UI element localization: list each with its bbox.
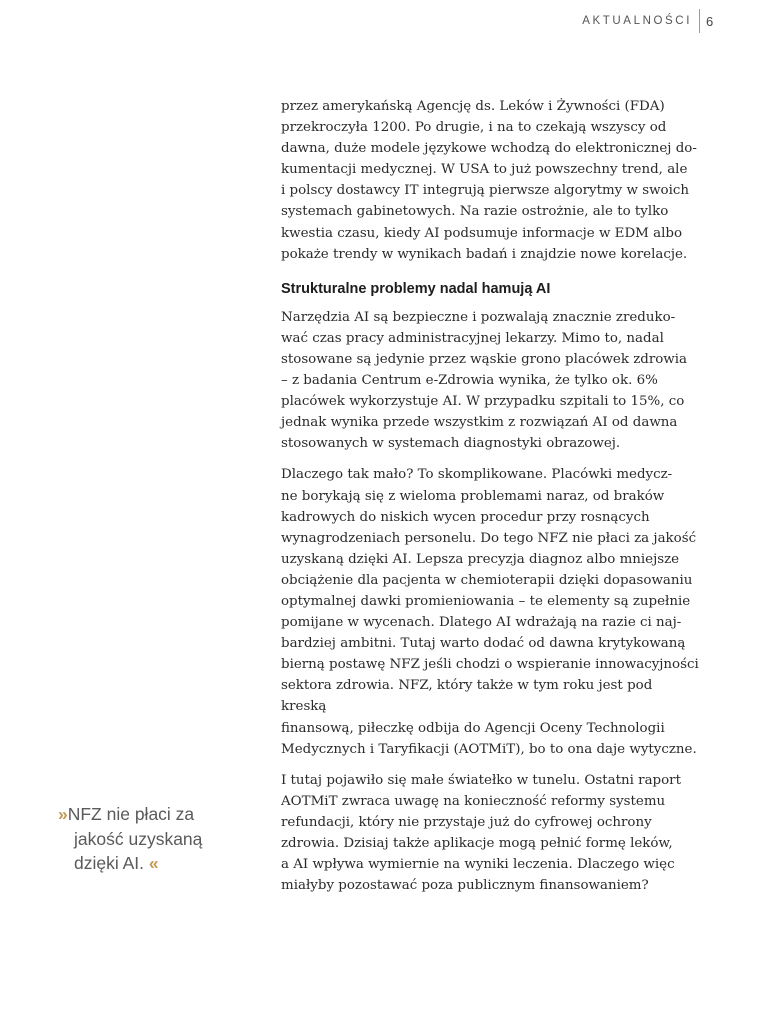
- open-quote-mark: »: [58, 804, 68, 824]
- article-paragraph-1: przez amerykańską Agencję ds. Leków i Żywności (FDA) przekroczyła 1200. Po drugie, i na to czekają wszyscy od dawna, duże modele językowe wchodzą do elektronicznej do- kumentacji medycznej. W USA to już powszechny trend, ale i polscy dostawcy IT integrują pierwsze algorytmy w swoich systemach gabinetowych. Na razie ostrożnie, ale to tylko kwestia czasu, kiedy AI podsumuje informacje w EDM albo pokaże trendy w wynikach badań i znajdzie nowe korelacje.: [281, 99, 697, 262]
- article-paragraph-4: I tutaj pojawiło się małe światełko w tunelu. Ostatni raport AOTMiT zwraca uwagę na konieczność reformy systemu refundacji, który nie przystaje już do cyfrowej ochrony zdrowia. Dzisiaj także aplikacje mogą pełnić formę leków, a AI wpływa wymiernie na wyniki leczenia. Dlaczego więc miałyby pozostawać poza publicznym finansowaniem?: [281, 772, 681, 894]
- pull-quote-text-2: jakość uzyskaną: [74, 828, 203, 849]
- section-label: AKTUALNOŚCI: [582, 15, 692, 27]
- article-body: [281, 96, 701, 906]
- pull-quote-text-3: dzięki AI.: [74, 853, 145, 873]
- article-paragraph-3: Dlaczego tak mało? To skomplikowane. Placówki medycz- ne borykają się z wieloma problemami naraz, od braków kadrowych do niskich wycen procedur przy rosnących wynagrodzeniach personelu. Do tego NFZ nie płaci za jakość uzyskaną dzięki AI. Lepsza precyzja diagnoz albo mniejsze obciążenie dla pacjenta w chemioterapii dzięki dopasowaniu optymalnej dawki promieniowania – te elementy są zupełnie pomijane w wycenach. Dlatego AI wdrażają na razie ci naj- bardziej ambitni. Tutaj warto dodać od dawna krytykowaną bierną postawę NFZ jeśli chodzi o wspieranie innowacyjności sektora zdrowia. NFZ, który także w tym roku jest pod kreską finansową, piłeczkę odbija do Agencji Oceny Technologii Medycznych i Taryfikacji (AOTMiT), bo to ona daje wytyczne.: [281, 467, 699, 757]
- section-subheading: Strukturalne problemy nadal hamują AI: [281, 280, 551, 297]
- pull-quote-line-1: [58, 802, 258, 827]
- article-paragraph-2: Narzędzia AI są bezpieczne i pozwalają znacznie zreduko- wać czas pracy administracyjnej lekarzy. Mimo to, nadal stosowane są jedynie przez wąskie grono placówek zdrowia – z badania Centrum e-Zdrowia wynika, że tylko ok. 6% placówek wykorzystuje AI. W przypadku szpitali to 15%, co jednak wynika przede wszystkim z rozwiązań AI od dawna stosowanych w systemach diagnostyki obrazowej.: [281, 309, 688, 452]
- close-quote-mark: «: [148, 853, 159, 873]
- pull-quote-line-3: [58, 851, 258, 876]
- page-number: 6: [706, 13, 714, 29]
- pull-quote-text-1: NFZ nie płaci za: [67, 804, 195, 824]
- pull-quote: [58, 802, 258, 876]
- page-header: [582, 10, 768, 32]
